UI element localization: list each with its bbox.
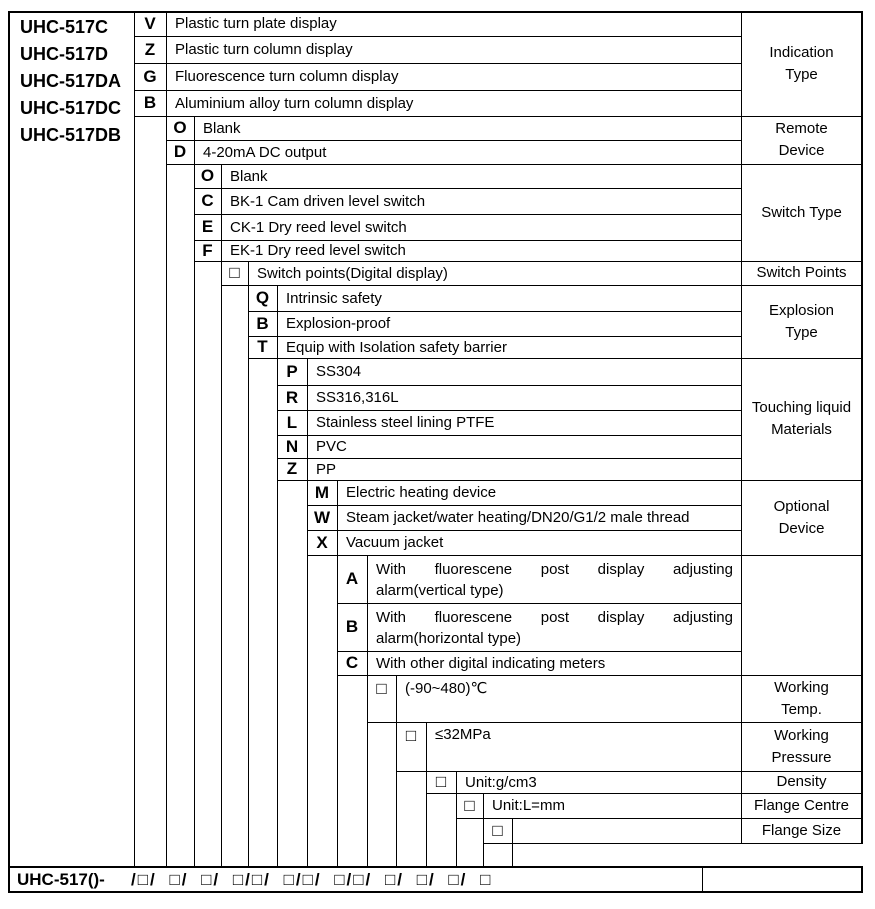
code-cell: W [313, 507, 331, 527]
desc-cell: Blank [230, 167, 268, 185]
code-placeholder-box: □ [492, 820, 503, 840]
code-placeholder-box: □ [435, 772, 447, 791]
desc-cell: Plastic turn column display [175, 41, 353, 58]
code-cell: B [345, 617, 359, 636]
desc-cell: Electric heating device [346, 484, 497, 501]
category-flange-centre: Flange Centre [753, 796, 850, 814]
code-placeholder-box: □ [464, 795, 475, 815]
desc-cell: Fluorescence turn column display [175, 68, 399, 85]
category-switch-type: Switch Type [761, 203, 842, 221]
desc-cell [367, 603, 741, 651]
code-cell: G [143, 66, 157, 86]
code-cell: T [257, 337, 268, 356]
code-cell: D [173, 142, 187, 161]
code-cell: R [285, 387, 299, 407]
desc-cell: SS316,316L [316, 389, 399, 406]
model-name: UHC-517DC [20, 98, 122, 118]
desc-cell: (-90~480)℃ [405, 680, 488, 697]
desc-cell: Equip with Isolation safety barrier [286, 338, 507, 356]
desc-cell: Steam jacket/water heating/DN20/G1/2 male thread [346, 509, 690, 526]
desc-cell: With other digital indicating meters [376, 654, 606, 672]
code-cell: A [345, 569, 359, 588]
desc-cell: SS304 [316, 363, 362, 380]
desc-cell: Switch points(Digital display) [257, 264, 448, 282]
grid-line [483, 843, 863, 844]
model-name: UHC-517DB [20, 125, 122, 145]
desc-cell: Aluminium alloy turn column display [175, 94, 414, 112]
code-cell: E [201, 217, 214, 236]
category-working-pressure: Working Pressure [771, 726, 832, 766]
desc-cell: Explosion-proof [286, 315, 391, 332]
code-cell: Z [144, 39, 156, 59]
desc-cell: PP [316, 460, 337, 478]
code-cell: B [143, 93, 157, 112]
desc-line-1: With fluorescene post display adjusting [376, 609, 733, 626]
code-cell: Z [286, 459, 298, 478]
outer-left-border [8, 11, 10, 892]
code-cell: C [201, 191, 214, 210]
desc-cell: CK-1 Dry reed level switch [230, 218, 407, 236]
code-cell: P [286, 361, 298, 381]
code-cell: N [285, 436, 299, 456]
code-cell: X [316, 532, 328, 552]
outer-right-border [861, 11, 863, 843]
category-density: Density [776, 773, 827, 790]
desc-cell: Blank [203, 119, 241, 137]
grid-line [134, 11, 135, 868]
code-cell: B [256, 313, 269, 333]
category-touching-liquid-materials: Touching liquid Materials [751, 399, 852, 438]
model-name-list [20, 14, 121, 149]
desc-cell: PVC [316, 438, 347, 455]
code-cell: V [144, 13, 156, 33]
desc-line-2: alarm(vertical type) [376, 582, 504, 599]
desc-cell: ≤32MPa [435, 726, 491, 743]
category-working-temp: Working Temp. [774, 678, 829, 718]
desc-cell: Plastic turn plate display [175, 15, 337, 32]
desc-line-2: alarm(horizontal type) [376, 630, 522, 647]
code-placeholder-box: □ [376, 679, 387, 698]
desc-line-1: With fluorescene post display adjusting [376, 561, 733, 578]
desc-cell: Unit:g/cm3 [465, 773, 537, 791]
code-cell: L [286, 412, 298, 432]
model-name: UHC-517C [20, 17, 109, 37]
desc-cell: BK-1 Cam driven level switch [230, 192, 426, 210]
desc-cell: EK-1 Dry reed level switch [230, 242, 406, 259]
category-remote-device: Remote Device [775, 120, 828, 159]
desc-cell: Stainless steel lining PTFE [316, 414, 495, 431]
desc-cell: 4-20mA DC output [203, 143, 327, 161]
desc-cell [367, 555, 741, 603]
code-cell: O [173, 118, 187, 137]
desc-cell: Unit:L=mm [492, 797, 565, 814]
desc-cell: Intrinsic safety [286, 289, 382, 307]
category-flange-size: Flange Size [761, 821, 842, 839]
code-cell: O [200, 166, 215, 185]
order-code-divider [702, 868, 703, 892]
code-cell: F [202, 240, 213, 260]
category-indication-type: Indication Type [769, 43, 834, 83]
category-explosion-type: Explosion Type [768, 301, 835, 341]
code-cell: Q [255, 288, 270, 307]
category-optional-device: Optional Device [773, 497, 830, 537]
code-placeholder-box: □ [405, 726, 417, 745]
code-placeholder-box: □ [229, 263, 240, 282]
desc-cell [512, 818, 741, 843]
order-code-pattern: /□/ □/ □/ □/□/ □/□/ □/□/ □/ □/ □/ □ [131, 870, 493, 889]
model-name: UHC-517D [20, 44, 109, 64]
order-code-prefix: UHC-517()- [17, 870, 105, 889]
category-switch-points: Switch Points [756, 264, 847, 281]
model-name: UHC-517DA [20, 71, 122, 91]
code-cell: C [345, 653, 359, 672]
desc-cell: Vacuum jacket [346, 534, 444, 551]
code-cell: M [314, 482, 330, 502]
